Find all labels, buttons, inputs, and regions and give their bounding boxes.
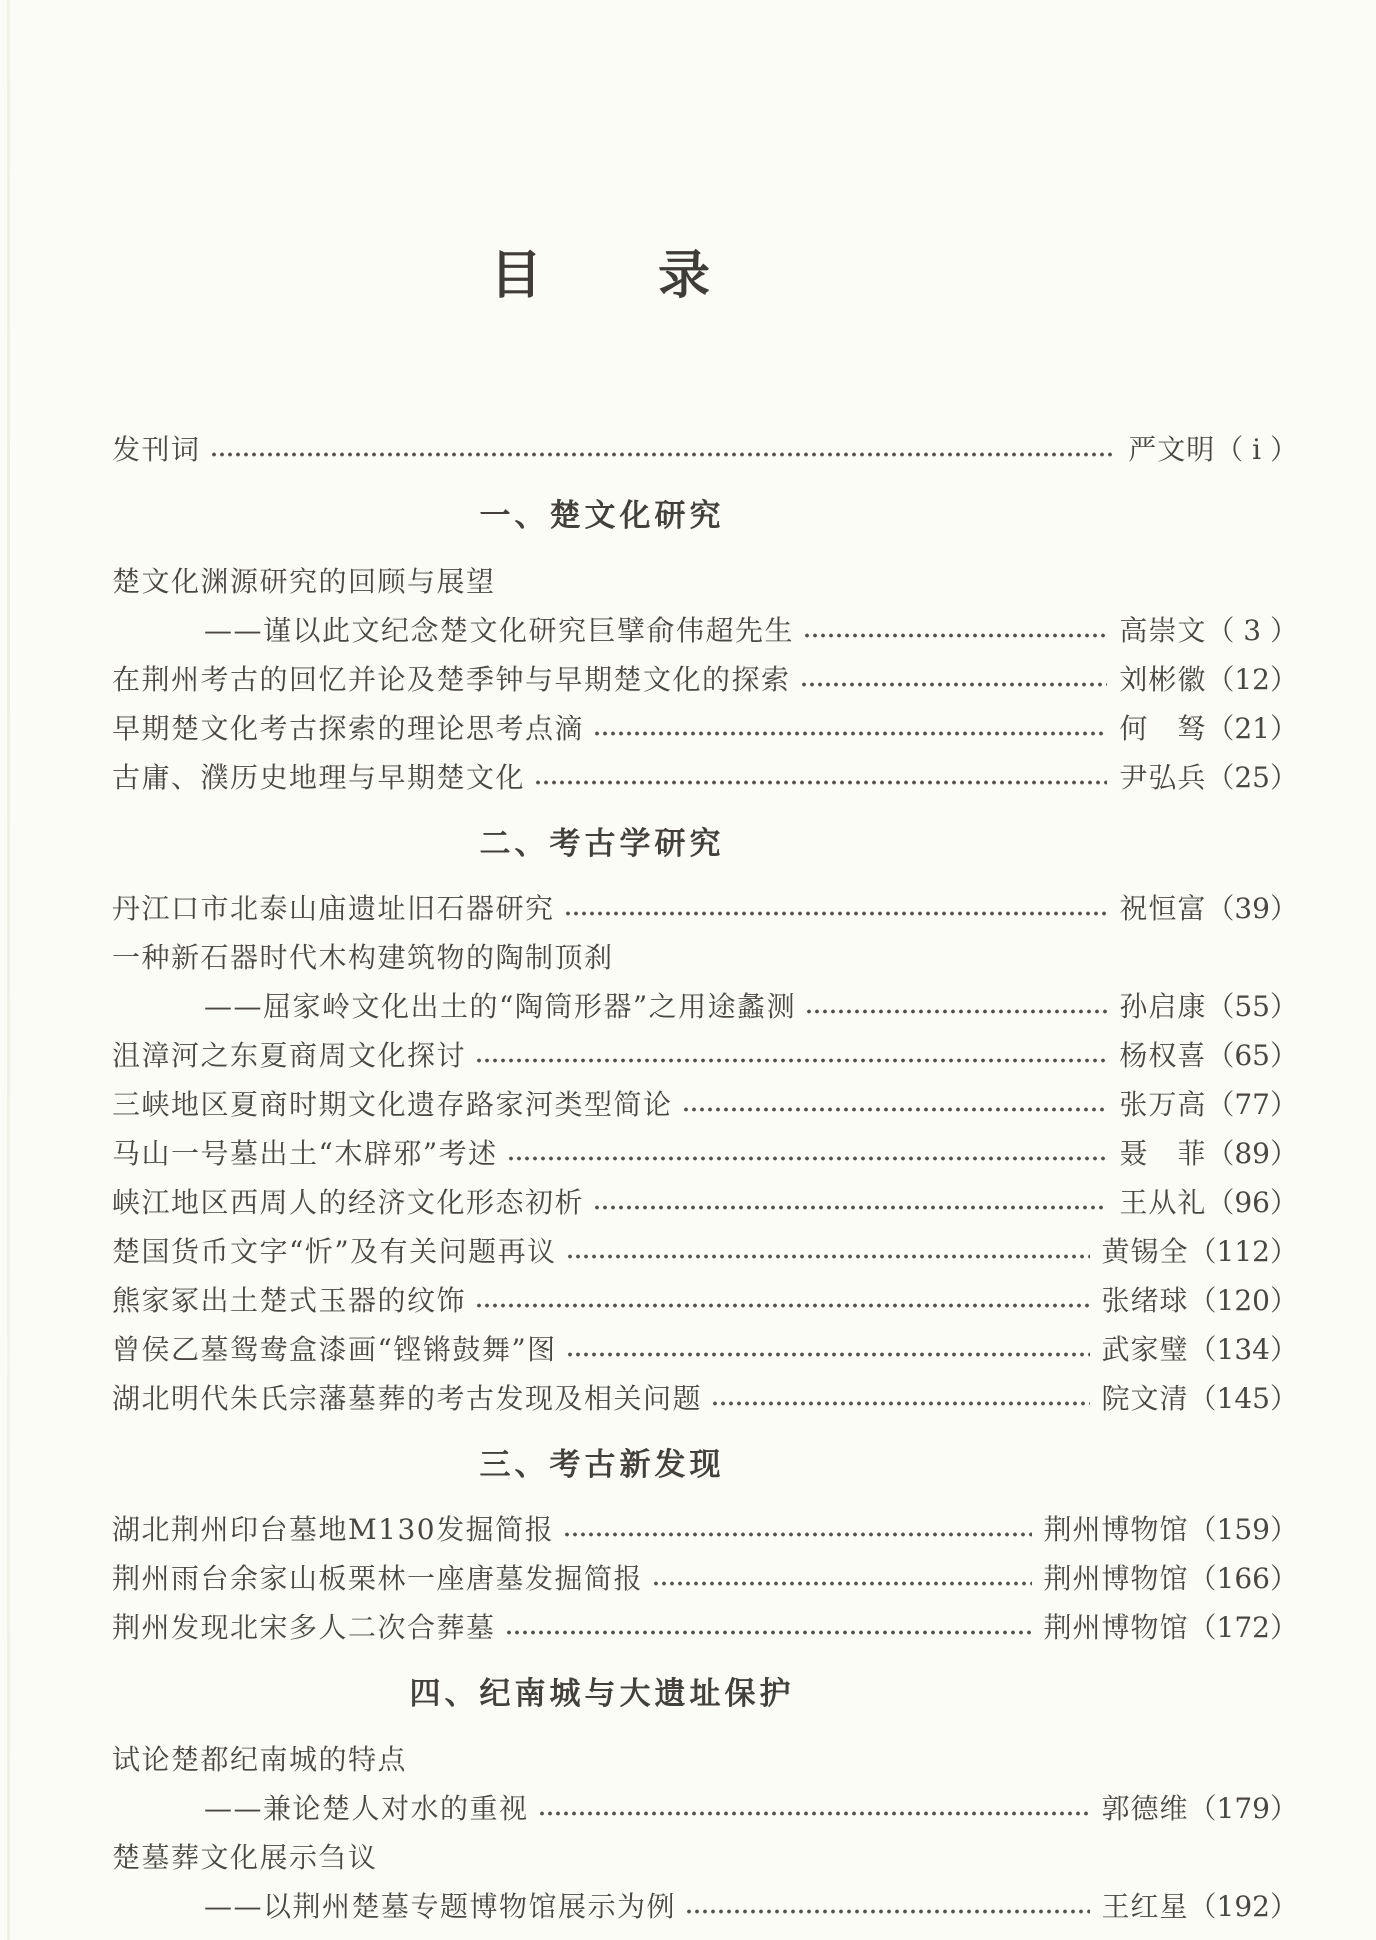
entry-title: 试论楚都纪南城的特点 bbox=[112, 1742, 408, 1776]
entry-author: 院文清 bbox=[1101, 1381, 1189, 1415]
toc-row bbox=[112, 1031, 1298, 1080]
dot-leader bbox=[209, 451, 1117, 458]
entry-title: 曾侯乙墓鸳鸯盒漆画“铿锵鼓舞”图 bbox=[112, 1332, 557, 1366]
entry-author: 张绪球 bbox=[1101, 1283, 1189, 1317]
dot-leader bbox=[684, 1908, 1090, 1915]
dot-leader bbox=[592, 730, 1107, 737]
dot-leader bbox=[565, 1351, 1090, 1358]
entry-author: 严文明 bbox=[1128, 433, 1216, 467]
dot-leader bbox=[651, 1580, 1032, 1587]
entry-page: （145） bbox=[1188, 1381, 1298, 1415]
entry-page: （25） bbox=[1206, 760, 1298, 794]
entry-page: （21） bbox=[1206, 711, 1298, 745]
toc-row bbox=[112, 1603, 1298, 1652]
entry-author: 荆州博物馆 bbox=[1043, 1611, 1189, 1645]
entry-author: 何 驽 bbox=[1119, 711, 1207, 745]
toc-row bbox=[112, 557, 1298, 606]
entry-title: 发刊词 bbox=[112, 433, 201, 467]
entry-author: 张万高 bbox=[1119, 1087, 1207, 1121]
entry-page: （159） bbox=[1188, 1513, 1298, 1547]
dot-leader bbox=[474, 1057, 1107, 1064]
entry-title: 荆州发现北宋多人二次合葬墓 bbox=[112, 1611, 496, 1645]
dot-leader bbox=[804, 1008, 1107, 1015]
toc-row bbox=[112, 884, 1298, 933]
dot-leader bbox=[504, 1629, 1032, 1636]
toc-row bbox=[112, 982, 1298, 1031]
entry-page: （179） bbox=[1188, 1791, 1298, 1825]
entry-author: 尹弘兵 bbox=[1119, 760, 1207, 794]
entry-page: （ i ） bbox=[1215, 433, 1298, 467]
entry-author: 武家璧 bbox=[1101, 1332, 1189, 1366]
entry-subtitle: ——兼论楚人对水的重视 bbox=[204, 1791, 529, 1825]
entry-page: （55） bbox=[1206, 989, 1298, 1023]
entry-page: （134） bbox=[1188, 1332, 1298, 1366]
toc-row bbox=[112, 1784, 1298, 1833]
entry-author: 杨权喜 bbox=[1119, 1038, 1207, 1072]
toc-row bbox=[112, 1325, 1298, 1374]
dot-leader bbox=[802, 632, 1107, 639]
dot-leader bbox=[537, 1810, 1090, 1817]
dot-leader bbox=[562, 1531, 1031, 1538]
dot-leader bbox=[506, 1155, 1108, 1162]
dot-leader bbox=[474, 1302, 1090, 1309]
dot-leader bbox=[681, 1106, 1108, 1113]
entry-page: （166） bbox=[1188, 1562, 1298, 1596]
entry-title: 峡江地区西周人的经济文化形态初析 bbox=[112, 1185, 585, 1219]
entry-page: （192） bbox=[1188, 1889, 1298, 1923]
entry-author: 荆州博物馆 bbox=[1043, 1513, 1189, 1547]
entry-subtitle: ——屈家岭文化出土的“陶筒形器”之用途蠡测 bbox=[204, 989, 797, 1023]
toc-row bbox=[112, 1833, 1298, 1882]
toc-row bbox=[112, 1374, 1298, 1423]
entry-author: 黄锡全 bbox=[1101, 1234, 1189, 1268]
entry-author: 郭德维 bbox=[1101, 1791, 1189, 1825]
entry-page: （112） bbox=[1188, 1234, 1298, 1268]
entry-title: 荆州雨台余家山板栗林一座唐墓发掘简报 bbox=[112, 1562, 644, 1596]
entry-title: 丹江口市北泰山庙遗址旧石器研究 bbox=[112, 891, 555, 925]
page-title: 目 录 bbox=[489, 245, 714, 306]
entry-page: （65） bbox=[1206, 1038, 1298, 1072]
entry-author: 王红星 bbox=[1101, 1889, 1189, 1923]
entry-page: （77） bbox=[1206, 1087, 1298, 1121]
toc-row bbox=[112, 1227, 1298, 1276]
toc-row bbox=[112, 1080, 1298, 1129]
entry-author: 孙启康 bbox=[1119, 989, 1207, 1023]
toc-row bbox=[112, 606, 1298, 655]
entry-title: 湖北荆州印台墓地M130发掘简报 bbox=[112, 1513, 555, 1547]
entry-page: （12） bbox=[1206, 662, 1298, 696]
toc-row bbox=[112, 1882, 1298, 1931]
toc-row bbox=[112, 753, 1298, 802]
dot-leader bbox=[533, 779, 1107, 786]
entry-title: 古庸、濮历史地理与早期楚文化 bbox=[112, 760, 526, 794]
dot-leader bbox=[799, 681, 1108, 688]
toc-row bbox=[112, 704, 1298, 753]
entry-author: 荆州博物馆 bbox=[1043, 1562, 1189, 1596]
entry-title: 一种新石器时代木构建筑物的陶制顶刹 bbox=[112, 940, 614, 974]
entry-author: 聂 菲 bbox=[1119, 1136, 1207, 1170]
entry-page: （39） bbox=[1206, 891, 1298, 925]
entry-title: 三峡地区夏商时期文化遗存路家河类型简论 bbox=[112, 1087, 673, 1121]
dot-leader bbox=[565, 1253, 1090, 1260]
entry-page: （96） bbox=[1206, 1185, 1298, 1219]
toc-row bbox=[112, 655, 1298, 704]
section-heading: 四、纪南城与大遗址保护 bbox=[409, 1676, 795, 1712]
section-heading: 三、考古新发现 bbox=[479, 1446, 725, 1482]
entry-subtitle: ——以荆州楚墓专题博物馆展示为例 bbox=[204, 1889, 677, 1923]
entry-title: 马山一号墓出土“木辟邪”考述 bbox=[112, 1136, 498, 1170]
entry-subtitle: ——谨以此文纪念楚文化研究巨擘俞伟超先生 bbox=[204, 613, 795, 647]
entry-author: 王从礼 bbox=[1119, 1185, 1207, 1219]
toc-row bbox=[112, 1554, 1298, 1603]
toc-row bbox=[112, 1735, 1298, 1784]
section-heading: 二、考古学研究 bbox=[479, 825, 725, 861]
entry-title: 沮漳河之东夏商周文化探讨 bbox=[112, 1038, 467, 1072]
dot-leader bbox=[710, 1400, 1090, 1407]
entry-page: （ 3 ） bbox=[1206, 613, 1298, 647]
entry-author: 祝恒富 bbox=[1119, 891, 1207, 925]
entry-title: 早期楚文化考古探索的理论思考点滴 bbox=[112, 711, 585, 745]
toc-row bbox=[112, 1276, 1298, 1325]
entry-title: 湖北明代朱氏宗藩墓葬的考古发现及相关问题 bbox=[112, 1381, 703, 1415]
toc-row bbox=[112, 1505, 1298, 1554]
toc-row bbox=[112, 1178, 1298, 1227]
toc-row bbox=[112, 933, 1298, 982]
entry-page: （120） bbox=[1188, 1283, 1298, 1317]
entry-author: 刘彬徽 bbox=[1119, 662, 1207, 696]
entry-title: 楚文化渊源研究的回顾与展望 bbox=[112, 564, 496, 598]
dot-leader bbox=[592, 1204, 1107, 1211]
entry-page: （89） bbox=[1206, 1136, 1298, 1170]
section-heading: 一、楚文化研究 bbox=[479, 498, 725, 534]
entry-page: （172） bbox=[1188, 1611, 1298, 1645]
entry-title: 熊家冢出土楚式玉器的纹饰 bbox=[112, 1283, 467, 1317]
toc-row bbox=[112, 1129, 1298, 1178]
toc-row bbox=[112, 425, 1298, 474]
entry-title: 在荆州考古的回忆并论及楚季钟与早期楚文化的探索 bbox=[112, 662, 791, 696]
entry-author: 高崇文 bbox=[1119, 613, 1207, 647]
dot-leader bbox=[563, 910, 1108, 917]
entry-title: 楚国货币文字“忻”及有关问题再议 bbox=[112, 1234, 557, 1268]
entry-title: 楚墓葬文化展示刍议 bbox=[112, 1840, 378, 1874]
